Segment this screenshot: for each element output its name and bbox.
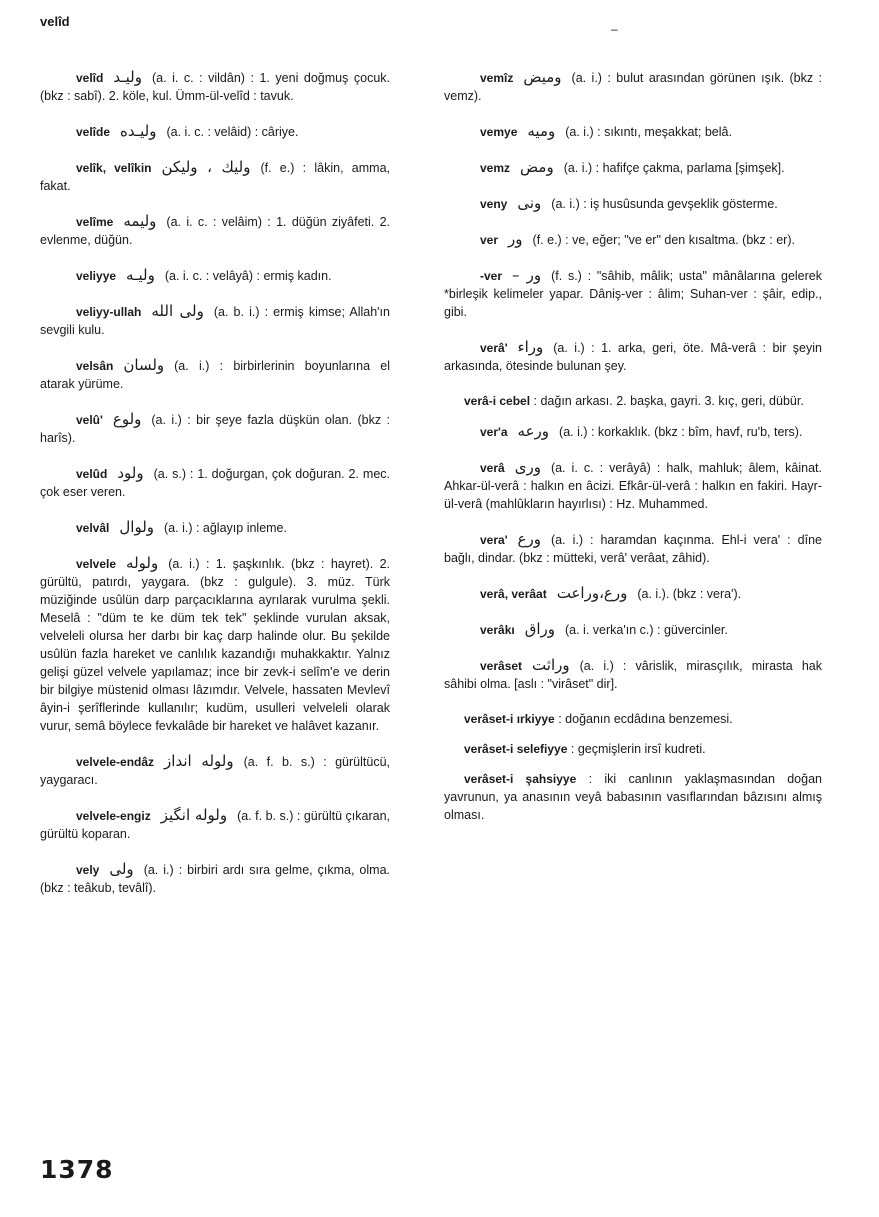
arabic-script: ورعه [517, 422, 550, 440]
headword: verâ-i cebel [464, 394, 531, 408]
definition: (f. e.) : lâkin, amma, fakat. [40, 161, 390, 193]
arabic-script: وراثت [532, 656, 570, 674]
definition: (a. i. c. : velâim) : 1. düğün ziyâfeti. 2. evlenme, düğün. [40, 215, 390, 247]
arabic-script: ولوع [112, 410, 142, 428]
definition: (a. i.) : birbirlerinin boyunlarına el atarak yürüme. [40, 359, 390, 391]
dictionary-entry [444, 530, 822, 567]
arabic-script: ولیـه [126, 266, 155, 284]
dictionary-entry [40, 266, 390, 285]
definition: : dağın arkası. 2. başka, gayri. 3. kıç, geri, dübür. [533, 394, 804, 408]
headword: verâset-i ırkiyye [464, 712, 555, 726]
dictionary-entry [444, 710, 822, 728]
arabic-script: ولیـد [113, 68, 142, 86]
headword: verâset-i şahsiyye [464, 772, 577, 786]
arabic-script: ومیض [523, 68, 562, 86]
arabic-script: ورع،وراعت [556, 584, 628, 602]
dictionary-entry [444, 194, 822, 213]
headword: velîk, velîkin [76, 161, 152, 175]
headword: verâ' [480, 341, 508, 355]
arabic-script: ور [508, 230, 523, 248]
headword: vera' [480, 533, 508, 547]
headword: veliyye [76, 269, 117, 283]
arabic-script: وراء [517, 338, 544, 356]
arabic-script: ولیـده [120, 122, 157, 140]
definition: (a. i.) : korkaklık. (bkz : bîm, havf, ru'b, ters). [559, 425, 803, 439]
headword: veny [480, 197, 508, 211]
headword: velîme [76, 215, 114, 229]
headword: vely [76, 863, 100, 877]
definition: : doğanın ecdâdına benzemesi. [558, 712, 733, 726]
dictionary-entry [444, 770, 822, 824]
definition: (a. i. c. : velâyâ) : ermiş kadın. [164, 269, 332, 283]
definition: (a. i.) : 1. arka, geri, öte. Mâ-verâ : bir şeyin arkasında, ötesinde bulunan şey. [444, 341, 822, 373]
definition: (a. i.) : vârislik, mirasçılık, mirasta hak sâhibi olma. [aslı : "virâset" dir]. [444, 659, 822, 691]
headword: velvele [76, 557, 117, 571]
dictionary-entry [40, 518, 390, 537]
arabic-script: ولود [117, 464, 144, 482]
arabic-script: ولی الله [151, 302, 204, 320]
arabic-script: ولی [109, 860, 134, 878]
dictionary-entry [444, 392, 822, 410]
headword: velûd [76, 467, 108, 481]
dictionary-entry [444, 458, 822, 513]
headword: vemîz [480, 71, 514, 85]
arabic-script: وری [514, 458, 541, 476]
headword: velîde [76, 125, 111, 139]
definition: (a. i.) : iş husûsunda gevşeklik gösterme. [551, 197, 778, 211]
dictionary-entry [444, 230, 822, 249]
definition: (a. i.) : bir şeye fazla düşkün olan. (bkz : harîs). [40, 413, 390, 445]
headword: veliyy-ullah [76, 305, 142, 319]
definition: (a. i.) : sıkıntı, meşakkat; belâ. [565, 125, 732, 139]
definition: (a. s.) : 1. doğurgan, çok doğuran. 2. mec. çok eser veren. [40, 467, 390, 499]
headword: verâ, verâat [480, 587, 547, 601]
definition: (a. i. c. : velâid) : câriye. [166, 125, 299, 139]
headword: velsân [76, 359, 114, 373]
dictionary-entry [444, 266, 822, 321]
arabic-script: ولیك ، ولیكن [161, 158, 251, 176]
dictionary-entry [40, 860, 390, 897]
dictionary-entry [40, 212, 390, 249]
definition: (a. i.) : 1. şaşkınlık. (bkz : hayret). 2. gürültü, patırdı, yaygara. (bkz : gulgule). 3. müz. Türk müziğinde usûlün darp parçacıklarına ayrılarak vurulma şekli. Meselâ : "düm te ke düm tek tek" şeklinde vurulan aksak, velveleli olursa her darbı bir kaç darp halinde olur. Bu şekilde usûlün fazla hareket ve canlılık kazandığı muhakkaktır. Yalnız gelişi güzel velvele yapılamaz; ince bir zevk-i selîm'e ve derin bir bilgiye müstenid olması lâzımdır. Velvele, hassaten Mevlevî âyin-i şerîflerinde kullanılır; kudüm, usulleri velveleli olarak vurur, semâ böylece fevkalâde bir hareket ve halâvet kazanır. [40, 557, 390, 733]
dictionary-entry [444, 620, 822, 639]
arabic-script: وراق [524, 620, 555, 638]
arabic-script: ولوله [126, 554, 159, 572]
headword: verâset-i selefiyye [464, 742, 568, 756]
headword: ver'a [480, 425, 508, 439]
headword: verâkı [480, 623, 515, 637]
dictionary-entry [40, 752, 390, 789]
definition: (f. s.) : "sâhib, mâlik; usta" mânâlarına gelerek *birleşik kelimeler yapar. Dâniş-ver : âlim; Suhan-ver : şâir, edip., gibi. [444, 269, 822, 319]
headword: -ver [480, 269, 503, 283]
dictionary-entry [444, 584, 822, 603]
dictionary-entry [40, 302, 390, 339]
definition: (a. b. i.) : ermiş kimse; Allah'ın sevgili kulu. [40, 305, 390, 337]
definition: (a. f. b. s.) : gürültücü, yaygaracı. [40, 755, 391, 787]
right-column [444, 68, 822, 836]
definition: (a. i. c. : vildân) : 1. yeni doğmuş çocuk. (bkz : sabî). 2. köle, kul. Ümm-ül-velîd : tavuk. [40, 71, 390, 103]
dictionary-entry [40, 356, 390, 393]
arabic-script: ور – [512, 266, 542, 284]
definition: (f. e.) : ve, eğer; "ve er" den kısaltma. (bkz : er). [532, 233, 795, 247]
definition: (a. i.) : ağlayıp inleme. [164, 521, 287, 535]
left-column [40, 68, 390, 914]
headword: velvele-endâz [76, 755, 155, 769]
dictionary-entry [444, 122, 822, 141]
definition: (a. f. b. s.) : gürültü çıkaran, gürültü koparan. [40, 809, 390, 841]
dictionary-entry [444, 740, 822, 758]
dictionary-entry [444, 338, 822, 375]
definition: (a. i.) : hafifçe çakma, parlama [şimşek]. [563, 161, 785, 175]
definition: : geçmişlerin irsî kudreti. [570, 742, 706, 756]
definition: (a. i.). (bkz : vera'). [637, 587, 742, 601]
header-mark: – [611, 22, 618, 36]
dictionary-entry [40, 554, 390, 735]
definition: (a. i. c. : verâyâ) : halk, mahluk; âlem, kâinat. Ahkar-ül-verâ : halkın en âcizi. Efkâr-ül-verâ : halkın en fakiri. Hayr-ül-verâ (mahlûkların hayırlısı) : Hz. Muhammed. [444, 461, 822, 511]
arabic-script: ولیمه [123, 212, 157, 230]
definition: (a. i.) : bulut arasından görünen ışık. (bkz : vemz). [444, 71, 822, 103]
headword: verâ [480, 461, 505, 475]
arabic-script: ومض [520, 158, 554, 176]
arabic-script: ولسان [123, 356, 165, 374]
headword: ver [480, 233, 499, 247]
headword: vemye [480, 125, 518, 139]
arabic-script: ورع [517, 530, 541, 548]
definition: (a. i. verka'ın c.) : güvercinler. [565, 623, 728, 637]
headword: verâset [480, 659, 523, 673]
arabic-script: ولوله انگیز [160, 806, 228, 824]
dictionary-entry [444, 422, 822, 441]
dictionary-entry [40, 806, 390, 843]
dictionary-entry [40, 122, 390, 141]
headword: vemz [480, 161, 511, 175]
dictionary-entry [444, 158, 822, 177]
dictionary-entry [444, 68, 822, 105]
headword: velû' [76, 413, 103, 427]
dictionary-entry [40, 410, 390, 447]
arabic-script: ومیه [527, 122, 556, 140]
arabic-script: ونی [517, 194, 542, 212]
definition: (a. i.) : haramdan kaçınma. Ehl-i vera' : dîne bağlı, dindar. (bkz : mütteki, verâ' verâat, zâhid). [444, 533, 822, 565]
definition: (a. i.) : birbiri ardı sıra gelme, çıkma, olma. (bkz : teâkub, tevâlî). [40, 863, 390, 895]
dictionary-entry [40, 464, 390, 501]
dictionary-entry [444, 656, 822, 693]
dictionary-entry [40, 68, 390, 105]
arabic-script: ولوال [119, 518, 155, 536]
dictionary-entry [40, 158, 390, 195]
page-number: 1378 [40, 1155, 114, 1184]
running-head: velîd [40, 14, 70, 29]
headword: velîd [76, 71, 104, 85]
headword: velvâl [76, 521, 110, 535]
headword: velvele-engiz [76, 809, 151, 823]
arabic-script: ولوله انداز [164, 752, 234, 770]
definition: : iki canlının yaklaşmasından doğan yavrunun, ya anasının veyâ babasının vasıflarından bâzısını almış olması. [444, 772, 822, 822]
